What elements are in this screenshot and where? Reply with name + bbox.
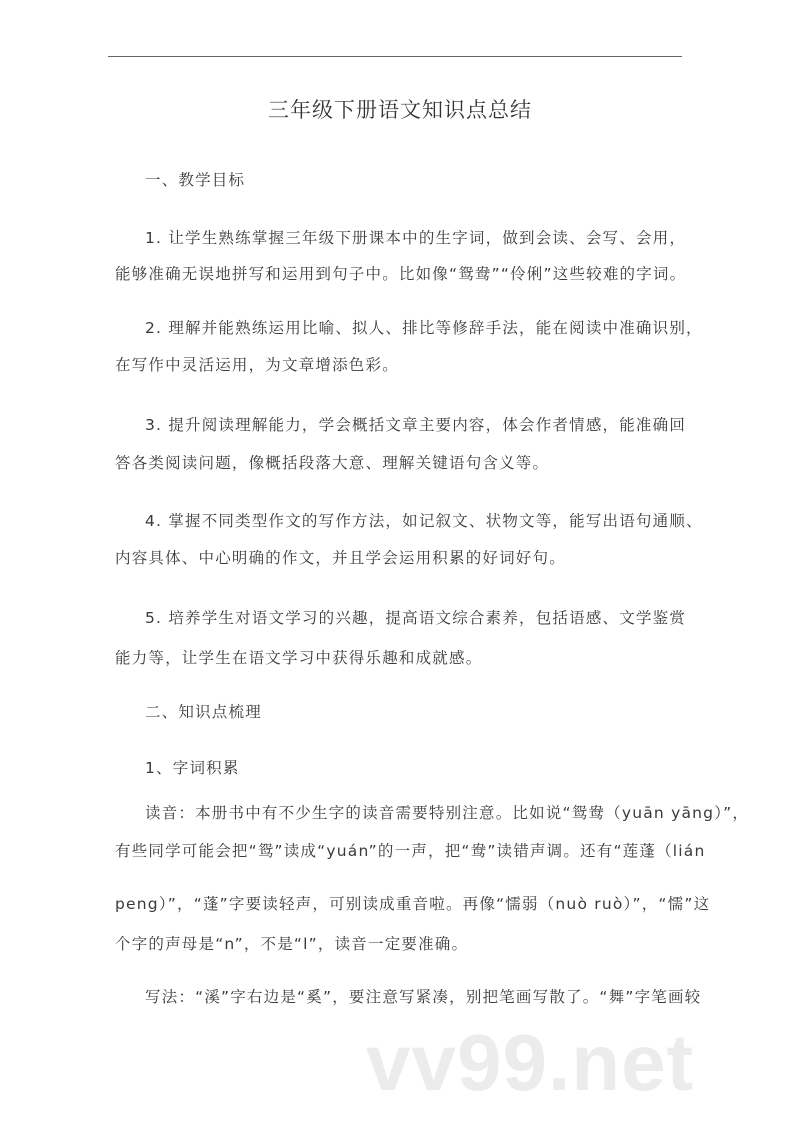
paragraph-line: 2. 理解并能熟练运用比喻、拟人、排比等修辞手法，能在阅读中准确识别，: [145, 319, 703, 337]
subsection-heading: 1、字词积累: [145, 759, 240, 777]
paragraph-line: 5. 培养学生对语文学习的兴趣，提高语文综合素养，包括语感、文学鉴赏: [145, 609, 687, 627]
section-heading: 二、知识点梳理: [145, 703, 262, 721]
paragraph-line: 在写作中灵活运用，为文章增添色彩。: [115, 356, 399, 374]
watermark: vv99.net: [366, 1018, 695, 1107]
paragraph-line: 3. 提升阅读理解能力，学会概括文章主要内容，体会作者情感，能准确回: [145, 416, 687, 434]
paragraph-line: 能够准确无误地拼写和运用到句子中。比如像“鸳鸯”“伶俐”这些较难的字词。: [115, 265, 687, 283]
paragraph-line: 个字的声母是“n”，不是“l”，读音一定要准确。: [115, 935, 469, 953]
paragraph-line: 内容具体、中心明确的作文，并且学会运用积累的好词好句。: [115, 549, 566, 567]
paragraph-line: 答各类阅读问题，像概括段落大意、理解关键语句含义等。: [115, 454, 550, 472]
paragraph-line: 4. 掌握不同类型作文的写作方法，如记叙文、状物文等，能写出语句通顺、: [145, 512, 703, 530]
paragraph-line: 读音：本册书中有不少生字的读音需要特别注意。比如说“鸳鸯（yuān yāng）”，: [145, 804, 750, 822]
document-title: 三年级下册语文知识点总结: [268, 98, 532, 122]
paragraph-line: 1. 让学生熟练掌握三年级下册课本中的生字词，做到会读、会写、会用，: [145, 229, 687, 247]
header-rule: [108, 56, 682, 57]
paragraph-line: 写法：“溪”字右边是“奚”，要注意写紧凑，别把笔画写散了。“舞”字笔画较: [145, 988, 702, 1006]
paragraph-line: 有些同学可能会把“鸳”读成“yuán”的一声，把“鸯”读错声调。还有“莲蓬（lián: [115, 842, 706, 860]
paragraph-line: peng）”，“蓬”字要读轻声，可别读成重音啦。再像“懦弱（nuò ruò）”，“懦”这: [115, 895, 711, 913]
section-heading: 一、教学目标: [145, 171, 246, 189]
paragraph-line: 能力等，让学生在语文学习中获得乐趣和成就感。: [115, 649, 483, 667]
